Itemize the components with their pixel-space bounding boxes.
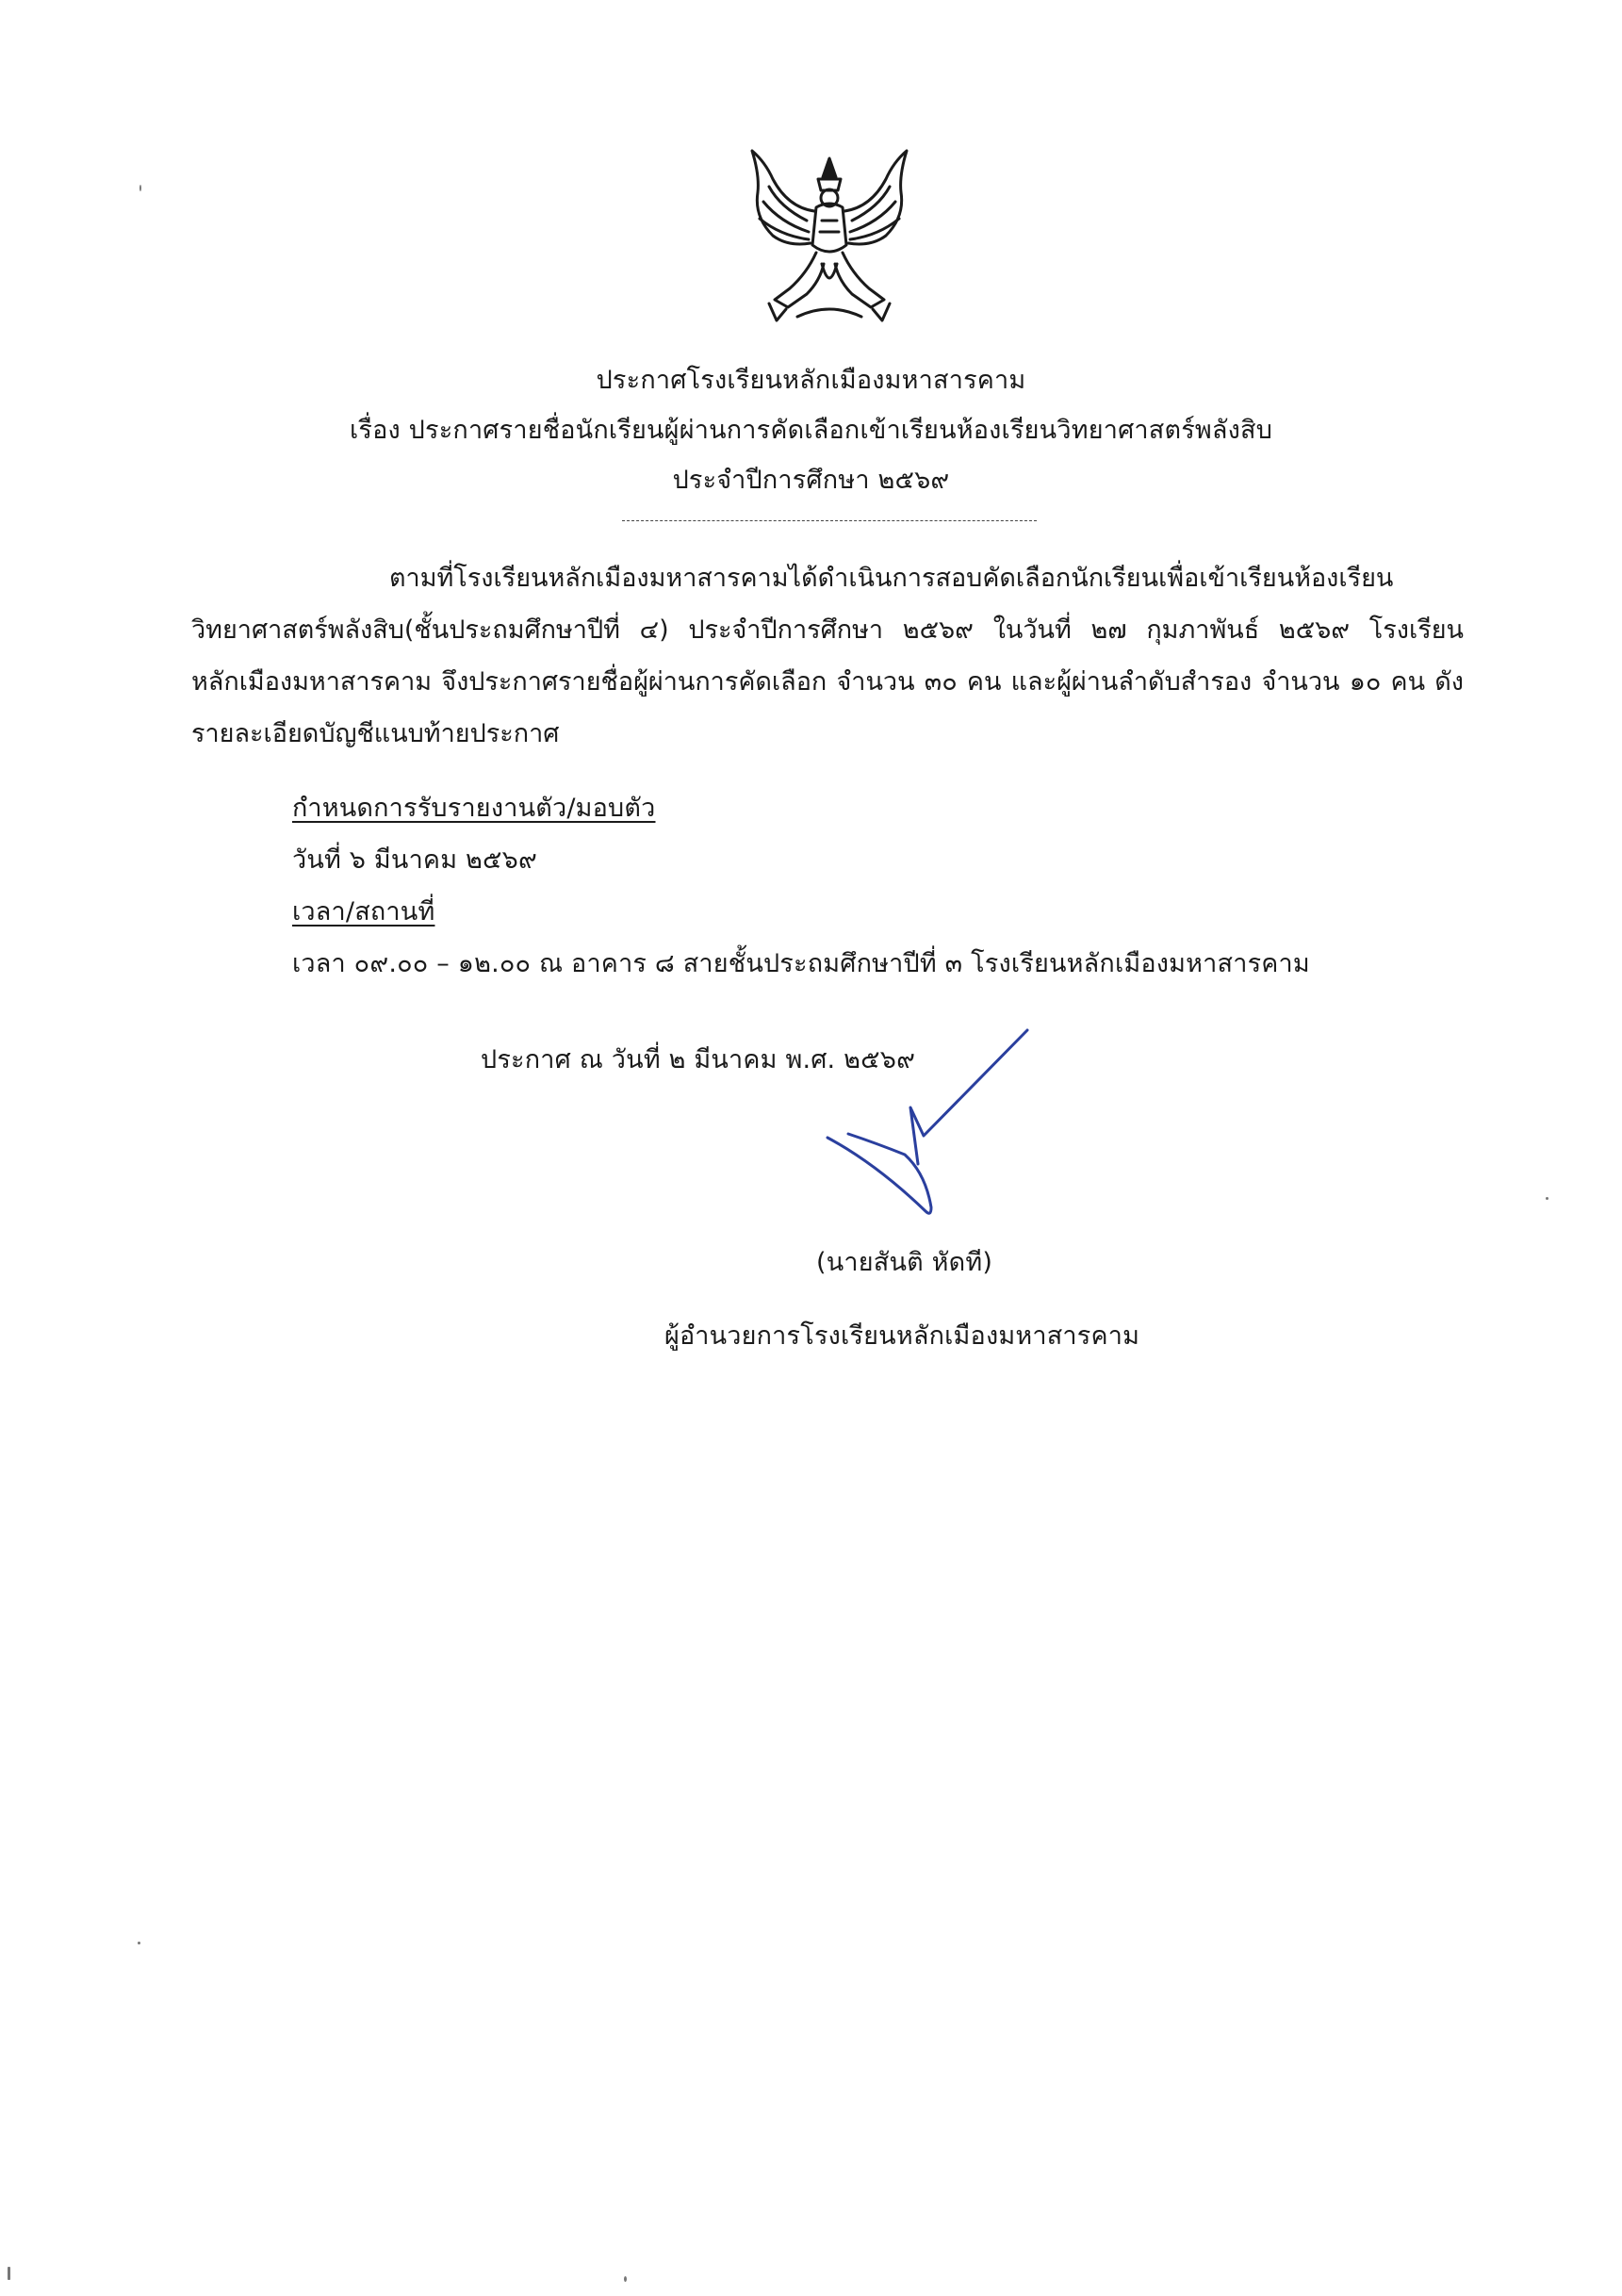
garuda-emblem-icon xyxy=(731,141,927,330)
scan-speck xyxy=(139,185,141,191)
signer-title: ผู้อำนวยการโรงเรียนหลักเมืองมหาสารคาม xyxy=(664,1321,1140,1351)
scan-speck xyxy=(1546,1197,1548,1200)
announcement-subject: เรื่อง ประกาศรายชื่อนักเรียนผู้ผ่านการคัดเลือกเข้าเรียนห้องเรียนวิทยาศาสตร์พลังสิบ xyxy=(349,416,1273,445)
report-date: วันที่ ๖ มีนาคม ๒๕๖๙ xyxy=(292,845,537,875)
announcement-title: ประกาศโรงเรียนหลักเมืองมหาสารคาม xyxy=(596,366,1026,395)
academic-year: ประจำปีการศึกษา ๒๕๖๙ xyxy=(672,466,950,495)
place-heading: เวลา/สถานที่ xyxy=(292,897,435,927)
announce-date: ประกาศ ณ วันที่ ๒ มีนาคม พ.ศ. ๒๕๖๙ xyxy=(481,1045,916,1074)
body-paragraph: ตามที่โรงเรียนหลักเมืองมหาสารคามได้ดำเนินการสอบคัดเลือกนักเรียนเพื่อเข้าเรียนห้องเรียนวิทยาศาสตร์พลังสิบ(ชั้นประถมศึกษาปีที่ ๔) ประจำปีการศึกษา ๒๕๖๙ ในวันที่ ๒๗ กุมภาพันธ์ ๒๕๖๙ โรงเรียนหลักเมืองมหาสารคาม จึงประกาศรายชื่อผู้ผ่านการคัดเลือก จำนวน ๓๐ คน และผู้ผ่านลำดับสำรอง จำนวน ๑๐ คน ดังรายละเอียดบัญชีแนบท้ายประกาศ xyxy=(191,564,1464,748)
scan-speck xyxy=(8,2267,10,2280)
signature-icon xyxy=(820,1023,1037,1239)
report-heading: กำหนดการรับรายงานตัว/มอบตัว xyxy=(292,794,656,823)
separator-line xyxy=(622,520,1037,521)
scan-speck xyxy=(138,1942,140,1944)
scan-speck xyxy=(624,2276,627,2282)
place-detail: เวลา ๐๙.๐๐ – ๑๒.๐๐ ณ อาคาร ๘ สายชั้นประถมศึกษาปีที่ ๓ โรงเรียนหลักเมืองมหาสารคาม xyxy=(292,949,1310,978)
signer-name: (นายสันติ หัดที) xyxy=(816,1248,993,1277)
